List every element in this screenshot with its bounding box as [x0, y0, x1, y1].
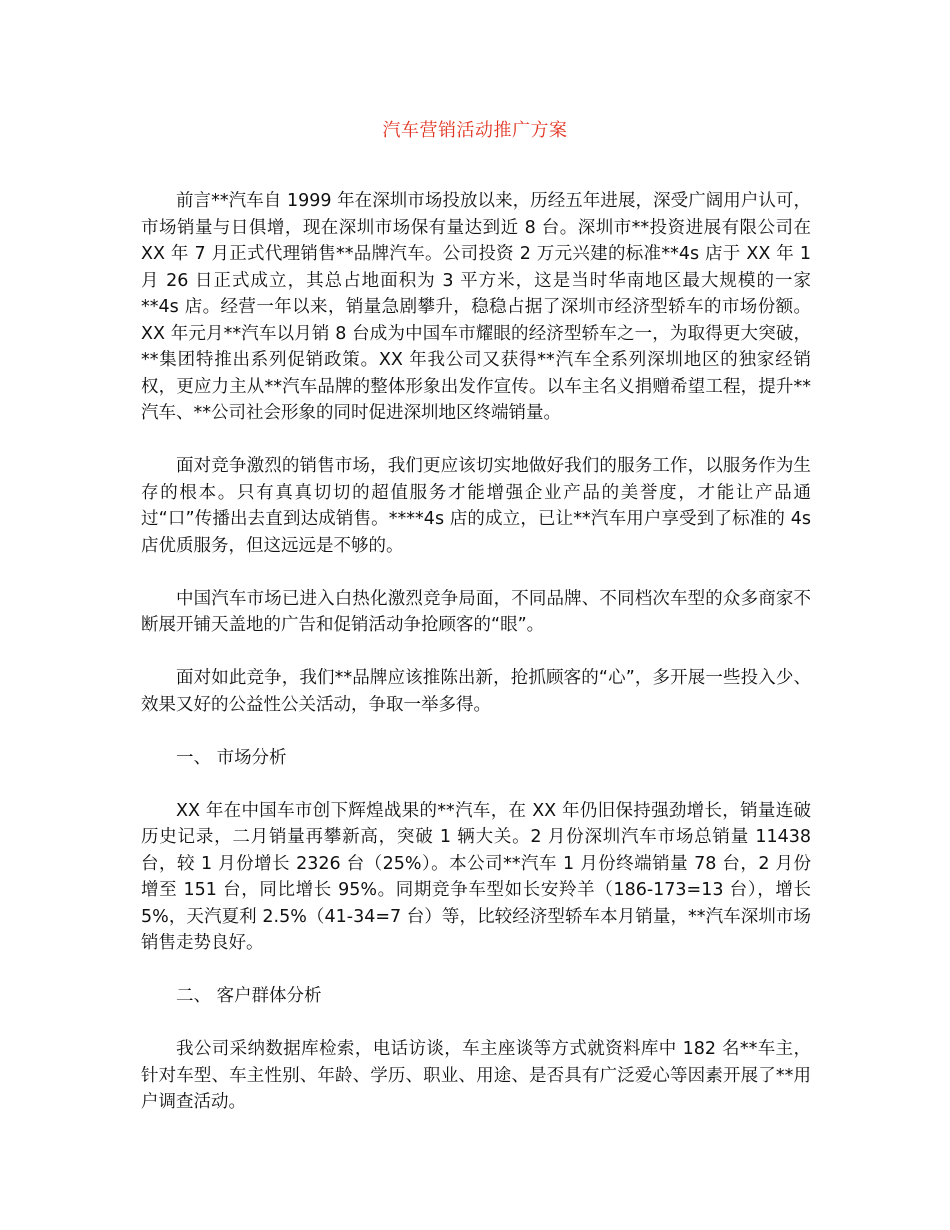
section-heading-customer-analysis: 二、 客户群体分析: [176, 986, 322, 1006]
paragraph-preface: 前言**汽车自 1999 年在深圳市场投放以来，历经五年进展，深受广阔用户认可，市场销量与日俱增，现在深圳市场保有量达到近 8 台。深圳市**投资进展有限公司在 XX 年 7 月正式代理销售**品牌汽车。公司投资 2 万元兴建的标准**4s 店于 XX 年 1 月 26 日正式成立，其总占地面积为 3 平方米，这是当时华南地区最大规模的一家**4s 店。经营一年以来，销量急剧攀升，稳稳占据了深圳市经济型轿车的市场份额。 XX 年元月**汽车以月销 8 台成为中国车市耀眼的经济型轿车之一，为取得更大突破，**集团特推出系列促销政策。XX 年我公司又获得**汽车全系列深圳地区的独家经销权，更应力主从**汽车品牌的整体形象出发作宣传。以车主名义捐赠希望工程，提升**汽车、**公司社会形象的同时促进深圳地区终端销量。: [141, 191, 811, 423]
paragraph-customer-analysis: 我公司采纳数据库检索，电话访谈，车主座谈等方式就资料库中 182 名**车主，针对车型、车主性别、年龄、学历、职业、用途、是否具有广泛爱心等因素开展了**用户调查活动。: [141, 1039, 811, 1112]
paragraph-market-competition: 中国汽车市场已进入白热化激烈竞争局面，不同品牌、不同档次车型的众多商家不断展开铺天盖地的广告和促销活动争抢顾客的“眼”。: [141, 588, 811, 635]
section-heading-market-analysis: 一、 市场分析: [176, 747, 287, 768]
document-body: [141, 188, 811, 1142]
paragraph-service: 面对竞争激烈的销售市场，我们更应该切实地做好我们的服务工作，以服务作为生存的根本。只有真真切切的超值服务才能增强企业产品的美誉度，才能让产品通过“口”传播出去直到达成销售。****4s 店的成立，已让**汽车用户享受到了标准的 4s 店优质服务，但这远远是不够的。: [141, 456, 811, 556]
paragraph-market-analysis: XX 年在中国车市创下辉煌战果的**汽车，在 XX 年仍旧保持强劲增长，销量连破历史记录，二月销量再攀新高，突破 1 辆大关。2 月份深圳汽车市场总销量 11438 台，较 1 月份增长 2326 台（25%）。本公司**汽车 1 月份终端销量 78 台，2 月份增至 151 台，同比增长 95%。同期竞争车型如长安羚羊（186-173=13 台），增长 5%，天汽夏利 2.5%（41-34=7 台）等，比较经济型轿车本月销量，**汽车深圳市场销售走势良好。: [141, 800, 811, 953]
document-title: 汽车营销活动推广方案: [382, 120, 568, 141]
paragraph-strategy: 面对如此竞争，我们**品牌应该推陈出新，抢抓顾客的“心”，多开展一些投入少、效果又好的公益性公关活动，争取一举多得。: [141, 668, 811, 715]
